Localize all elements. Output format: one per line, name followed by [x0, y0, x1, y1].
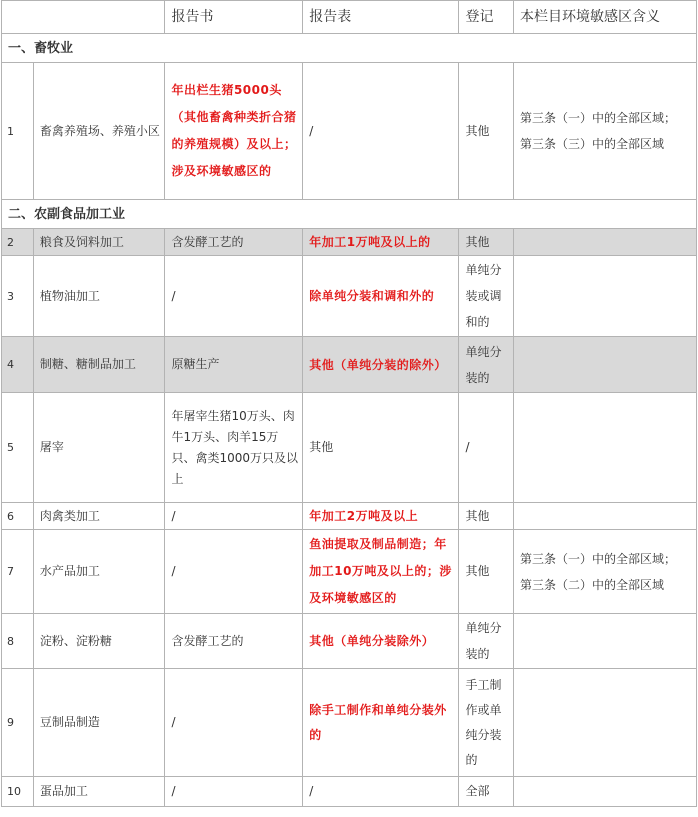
table-row — [2, 777, 697, 807]
table-row — [2, 229, 697, 256]
row-sensitive-area: 第三条（一）中的全部区域； 第三条（三）中的全部区域 — [513, 63, 696, 200]
row-name: 制糖、糖制品加工 — [33, 337, 165, 393]
row-sensitive-area — [513, 669, 696, 777]
table-row — [2, 503, 697, 530]
row-report-book: 含发酵工艺的 — [165, 614, 303, 669]
row-report-form: 年加工2万吨及以上 — [303, 503, 459, 530]
row-registration: 单纯分装的 — [459, 614, 513, 669]
row-report-book: / — [165, 777, 303, 807]
row-number: 4 — [2, 337, 34, 393]
row-report-book: / — [165, 669, 303, 777]
row-report-book: 年屠宰生猪10万头、肉牛1万头、肉羊15万只、禽类1000万只及以上 — [165, 393, 303, 503]
row-registration: 单纯分装的 — [459, 337, 513, 393]
section-title: 一、畜牧业 — [2, 34, 697, 63]
row-registration: / — [459, 393, 513, 503]
row-number: 9 — [2, 669, 34, 777]
row-report-book: / — [165, 256, 303, 337]
row-report-book: 原糖生产 — [165, 337, 303, 393]
row-number: 7 — [2, 530, 34, 614]
row-number: 5 — [2, 393, 34, 503]
table-row — [2, 337, 697, 393]
row-registration: 手工制作或单纯分装的 — [459, 669, 513, 777]
row-name: 淀粉、淀粉糖 — [33, 614, 165, 669]
row-report-form: 其他（单纯分装的除外） — [303, 337, 459, 393]
header-sensitive-area: 本栏目环境敏感区含义 — [513, 1, 696, 34]
table-row — [2, 530, 697, 614]
header-item — [2, 1, 165, 34]
table-row — [2, 393, 697, 503]
eia-classification-table — [1, 0, 697, 807]
row-registration: 其他 — [459, 63, 513, 200]
row-number: 10 — [2, 777, 34, 807]
row-report-form: 除手工制作和单纯分装外的 — [303, 669, 459, 777]
table-row — [2, 614, 697, 669]
row-name: 植物油加工 — [33, 256, 165, 337]
row-name: 水产品加工 — [33, 530, 165, 614]
table-row — [2, 256, 697, 337]
row-report-book: 含发酵工艺的 — [165, 229, 303, 256]
row-report-book: 年出栏生猪5000头（其他畜禽种类折合猪的养殖规模）及以上；涉及环境敏感区的 — [165, 63, 303, 200]
row-sensitive-area — [513, 337, 696, 393]
row-report-form: 其他 — [303, 393, 459, 503]
row-registration: 单纯分装或调和的 — [459, 256, 513, 337]
row-report-form: / — [303, 63, 459, 200]
row-name: 豆制品制造 — [33, 669, 165, 777]
row-report-form: 鱼油提取及制品制造；年加工10万吨及以上的；涉及环境敏感区的 — [303, 530, 459, 614]
row-sensitive-area — [513, 393, 696, 503]
row-report-form: 除单纯分装和调和外的 — [303, 256, 459, 337]
row-registration: 其他 — [459, 530, 513, 614]
table-row — [2, 669, 697, 777]
row-report-form: 其他（单纯分装除外） — [303, 614, 459, 669]
row-name: 屠宰 — [33, 393, 165, 503]
row-name: 畜禽养殖场、养殖小区 — [33, 63, 165, 200]
row-report-form: / — [303, 777, 459, 807]
table-row — [2, 63, 697, 200]
header-row — [2, 1, 697, 34]
row-sensitive-area: 第三条（一）中的全部区域； 第三条（二）中的全部区域 — [513, 530, 696, 614]
row-sensitive-area — [513, 256, 696, 337]
row-report-book: / — [165, 503, 303, 530]
row-registration: 其他 — [459, 229, 513, 256]
row-sensitive-area — [513, 777, 696, 807]
header-report-book: 报告书 — [165, 1, 303, 34]
row-report-book: / — [165, 530, 303, 614]
header-report-form: 报告表 — [303, 1, 459, 34]
row-registration: 全部 — [459, 777, 513, 807]
row-number: 6 — [2, 503, 34, 530]
row-name: 肉禽类加工 — [33, 503, 165, 530]
section-row — [2, 200, 697, 229]
row-name: 蛋品加工 — [33, 777, 165, 807]
row-number: 1 — [2, 63, 34, 200]
row-number: 8 — [2, 614, 34, 669]
row-number: 2 — [2, 229, 34, 256]
row-sensitive-area — [513, 503, 696, 530]
header-registration: 登记 — [459, 1, 513, 34]
row-registration: 其他 — [459, 503, 513, 530]
row-name: 粮食及饲料加工 — [33, 229, 165, 256]
row-sensitive-area — [513, 614, 696, 669]
section-title: 二、农副食品加工业 — [2, 200, 697, 229]
section-row — [2, 34, 697, 63]
row-sensitive-area — [513, 229, 696, 256]
row-report-form: 年加工1万吨及以上的 — [303, 229, 459, 256]
row-number: 3 — [2, 256, 34, 337]
